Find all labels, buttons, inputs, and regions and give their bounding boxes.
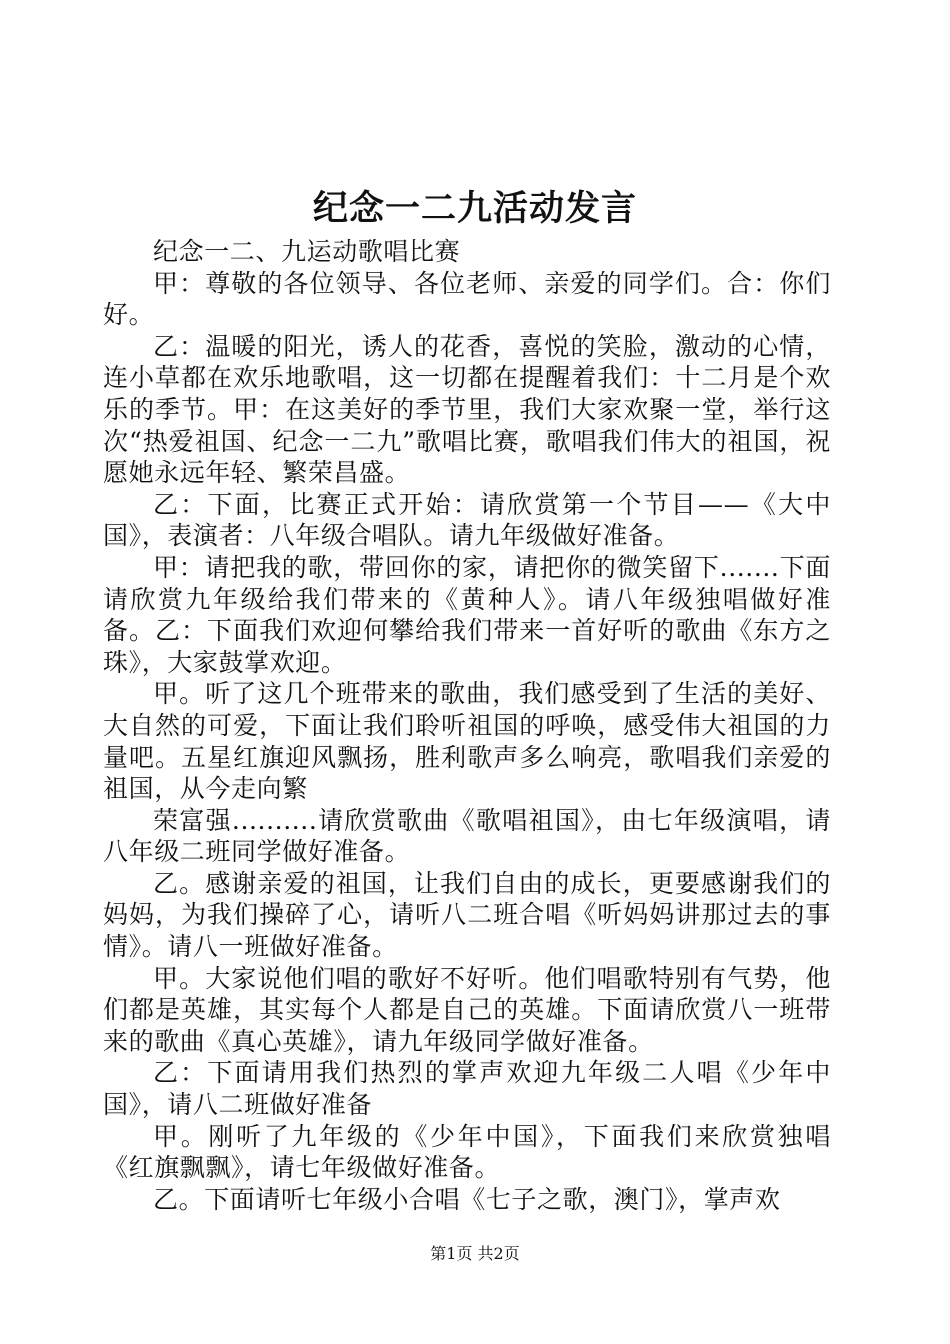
paragraph-3: 乙：温暖的阳光，诱人的花香，喜悦的笑脸，激动的心情，连小草都在欢乐地歌唱，这一切都在提醒着我们：十二月是个欢乐的季节。甲：在这美好的季节里，我们大家欢聚一堂，举行这次“热爱祖国、纪念一二九”歌唱比赛，歌唱我们伟大的祖国，祝愿她永远年轻、繁荣昌盛。: [103, 331, 831, 488]
paragraph-2: 甲：尊敬的各位领导、各位老师、亲爱的同学们。合：你们好。: [103, 268, 831, 330]
paragraph-4: 乙：下面，比赛正式开始：请欣赏第一个节目——《大中国》，表演者：八年级合唱队。请九年级做好准备。: [103, 489, 831, 551]
paragraph-5: 甲：请把我的歌，带回你的家，请把你的微笑留下.......下面请欣赏九年级给我们带来的《黄种人》。请八年级独唱做好准备。乙：下面我们欢迎何攀给我们带来一首好听的歌曲《东方之珠》，大家鼓掌欢迎。: [103, 552, 831, 677]
paragraph-8: 乙。感谢亲爱的祖国，让我们自由的成长，更要感谢我们的妈妈，为我们操碎了心，请听八二班合唱《听妈妈讲那过去的事情》。请八一班做好准备。: [103, 868, 831, 962]
paragraph-9: 甲。大家说他们唱的歌好不好听。他们唱歌特别有气势，他们都是英雄，其实每个人都是自己的英雄。下面请欣赏八一班带来的歌曲《真心英雄》，请九年级同学做好准备。: [103, 963, 831, 1056]
paragraph-11: 甲。刚听了九年级的《少年中国》，下面我们来欣赏独唱《红旗飘飘》，请七年级做好准备。: [103, 1121, 831, 1183]
document-title: 纪念一二九活动发言: [312, 189, 637, 229]
document-body: [103, 236, 831, 1215]
paragraph-10: 乙：下面请用我们热烈的掌声欢迎九年级二人唱《少年中国》，请八二班做好准备: [103, 1058, 831, 1120]
page-number-footer: 第1页 共2页: [430, 1244, 520, 1263]
paragraph-6: 甲。听了这几个班带来的歌曲，我们感受到了生活的美好、大自然的可爱，下面让我们聆听祖国的呼唤，感受伟大祖国的力量吧。五星红旗迎风飘扬，胜利歌声多么响亮，歌唱我们亲爱的祖国，从今走向繁: [103, 679, 831, 804]
paragraph-12: 乙。下面请听七年级小合唱《七子之歌，澳门》，掌声欢: [153, 1184, 781, 1214]
paragraph-7: 荣富强..........请欣赏歌曲《歌唱祖国》，由七年级演唱，请八年级二班同学做好准备。: [103, 805, 831, 867]
paragraph-1: 纪念一二、九运动歌唱比赛: [153, 237, 461, 266]
